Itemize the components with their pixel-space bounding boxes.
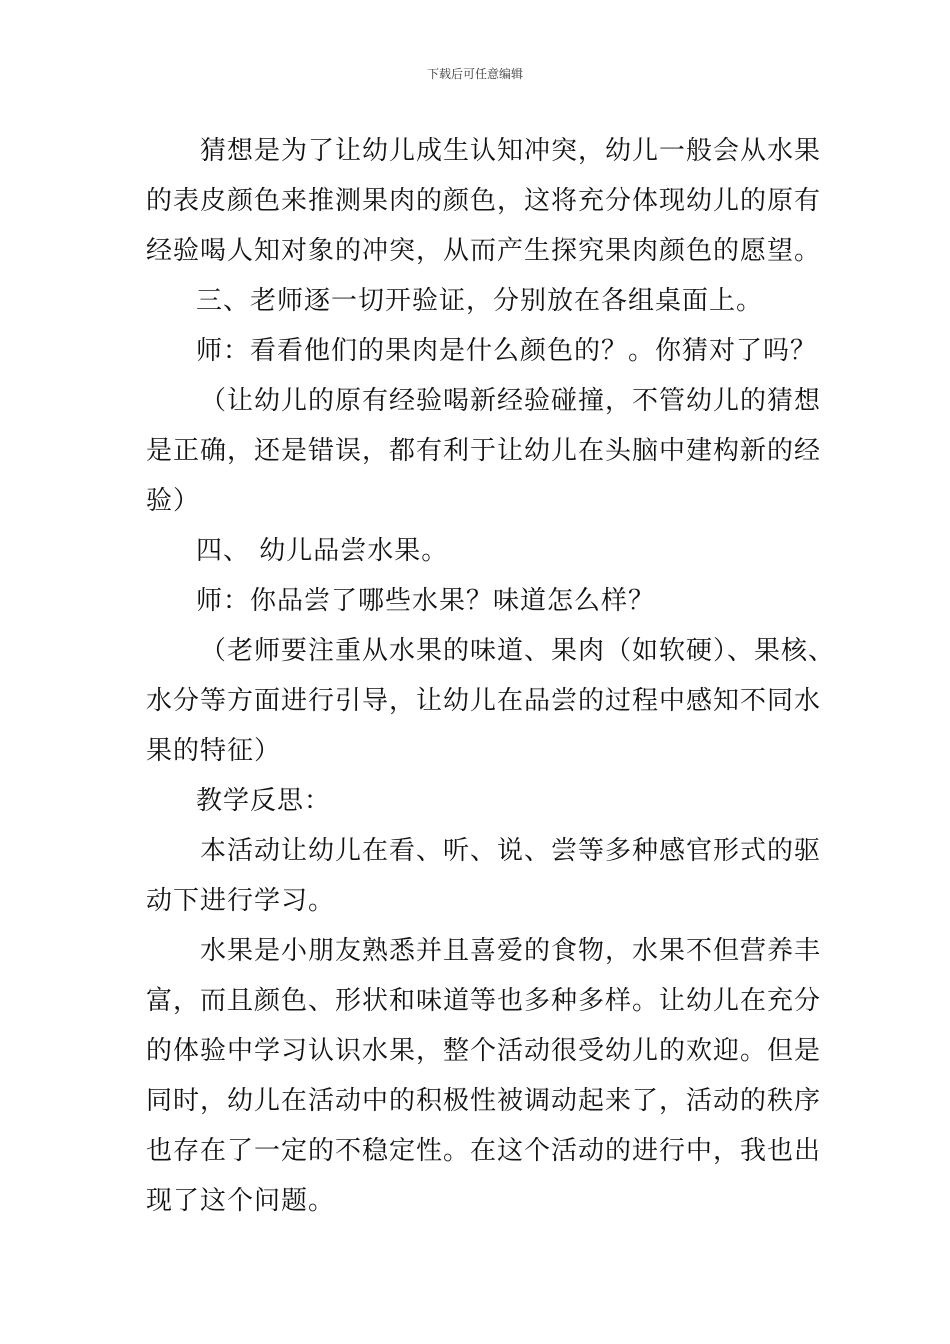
section-heading: 教学反思： [196, 786, 332, 816]
paragraph-line: 师：看看他们的果肉是什么颜色的？。你猜对了吗？ [196, 336, 818, 366]
paragraph-line: 现了这个问题。 [146, 1186, 336, 1216]
paragraph-line: 四、 幼儿品尝水果。 [196, 536, 449, 566]
paragraph-line: 富，而且颜色、形状和味道等也多种多样。让幼儿在充分 [146, 986, 822, 1016]
header-watermark: 下载后可任意编辑 [426, 67, 523, 81]
paragraph-line: 经验喝人知对象的冲突，从而产生探究果肉颜色的愿望。 [146, 236, 822, 266]
paragraph-line: 果的特征） [146, 736, 282, 766]
paragraph-line: 水果是小朋友熟悉并且喜爱的食物，水果不但营养丰 [200, 936, 822, 966]
paragraph-line: 本活动让幼儿在看、听、说、尝等多种感官形式的驱 [200, 836, 822, 866]
paragraph-line: 的体验中学习认识水果，整个活动很受幼儿的欢迎。但是 [146, 1036, 822, 1066]
paragraph-line: （让幼儿的原有经验喝新经验碰撞，不管幼儿的猜想 [200, 386, 822, 416]
paragraph-line: 动下进行学习。 [146, 886, 336, 916]
paragraph-line: 同时，幼儿在活动中的积极性被调动起来了，活动的秩序 [146, 1086, 822, 1116]
paragraph-line: （老师要注重从水果的味道、果肉（如软硬）、果核、 [200, 636, 836, 666]
paragraph-line: 的表皮颜色来推测果肉的颜色，这将充分体现幼儿的原有 [146, 186, 822, 216]
paragraph-line: 水分等方面进行引导，让幼儿在品尝的过程中感知不同水 [146, 686, 822, 716]
paragraph-line: 验） [146, 486, 201, 516]
paragraph-line: 也存在了一定的不稳定性。在这个活动的进行中，我也出 [146, 1136, 822, 1166]
paragraph-line: 师：你品尝了哪些水果？味道怎么样？ [196, 586, 656, 616]
paragraph-line: 猜想是为了让幼儿成生认知冲突，幼儿一般会从水果 [200, 136, 822, 166]
paragraph-line: 三、老师逐一切开验证，分别放在各组桌面上。 [196, 286, 764, 316]
paragraph-line: 是正确，还是错误，都有利于让幼儿在头脑中建构新的经 [146, 436, 822, 466]
